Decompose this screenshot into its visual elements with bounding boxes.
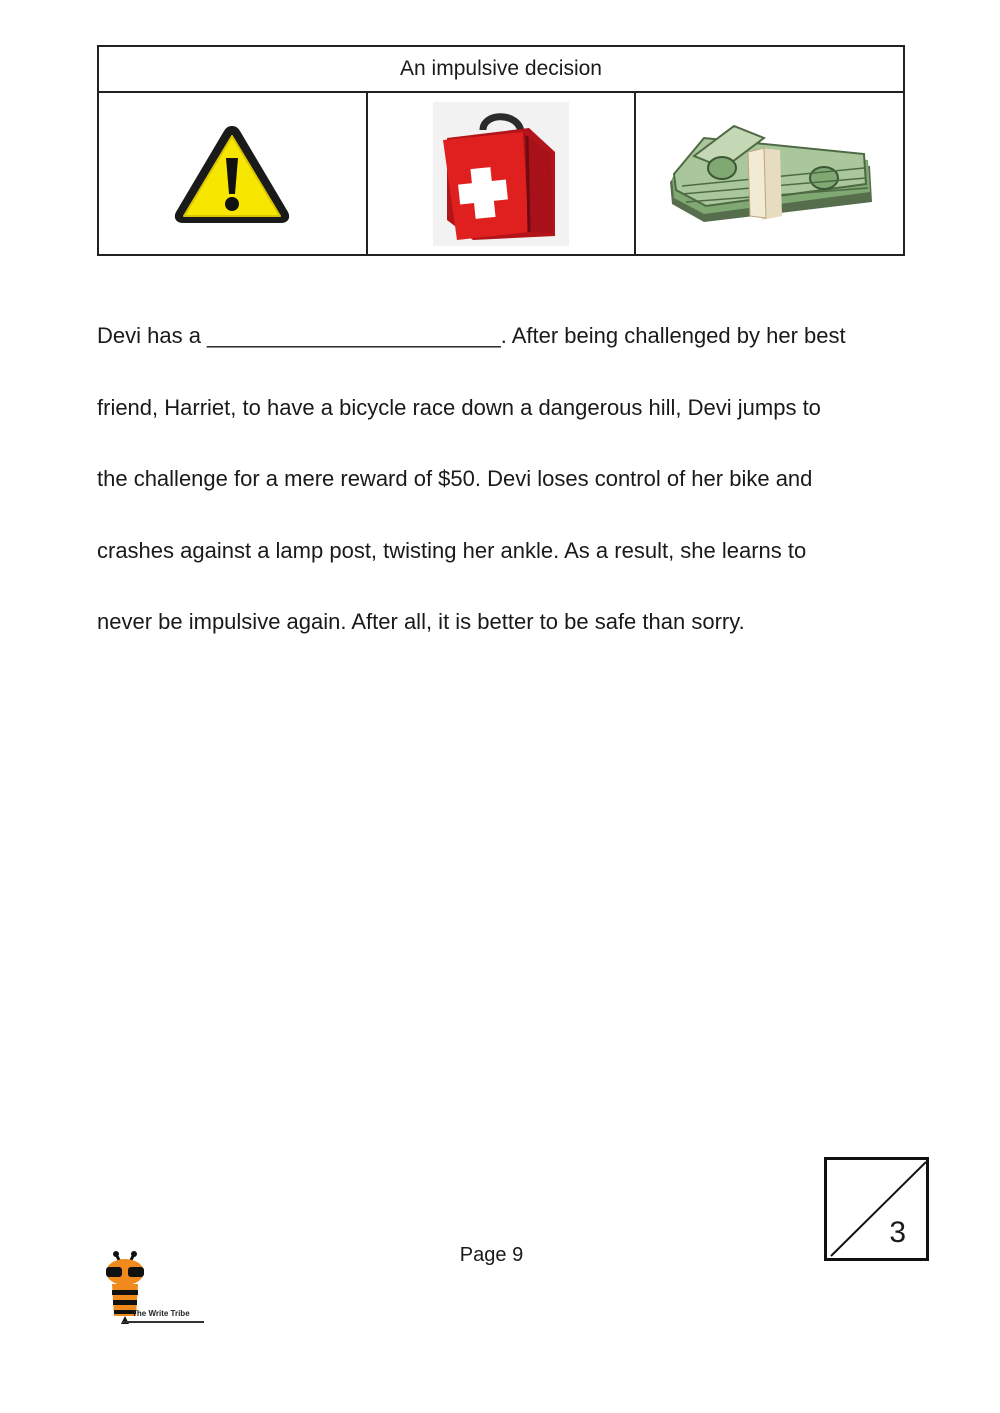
story-line-1: Devi has a ________________________. After being challenged by her best bbox=[97, 323, 846, 348]
page-number: Page 9 bbox=[459, 1244, 524, 1266]
write-tribe-logo bbox=[98, 1250, 208, 1330]
story-line-2: friend, Harriet, to have a bicycle race down a dangerous hill, Devi jumps to bbox=[97, 394, 821, 420]
score-value: 3 bbox=[889, 1216, 906, 1249]
story-line-5: never be impulsive again. After all, it is better to be safe than sorry. bbox=[97, 609, 745, 634]
first-aid-kit-icon bbox=[433, 102, 569, 246]
logo-underline bbox=[122, 1321, 204, 1323]
story-paragraph bbox=[97, 300, 917, 658]
table-title: An impulsive decision bbox=[99, 47, 903, 93]
story-line-3: the challenge for a mere reward of $50. Devi loses control of her bike and bbox=[97, 466, 813, 491]
story-line-4: crashes against a lamp post, twisting her ankle. As a result, she learns to bbox=[97, 537, 807, 563]
image-cell-first-aid bbox=[366, 93, 635, 254]
image-cell-money bbox=[634, 93, 903, 254]
image-cell-warning bbox=[99, 93, 366, 254]
title-table bbox=[97, 45, 905, 256]
warning-sign-icon bbox=[170, 120, 294, 228]
logo-text: The Write Tribe bbox=[132, 1309, 190, 1318]
image-row bbox=[99, 93, 903, 254]
money-stack-icon bbox=[664, 122, 876, 226]
